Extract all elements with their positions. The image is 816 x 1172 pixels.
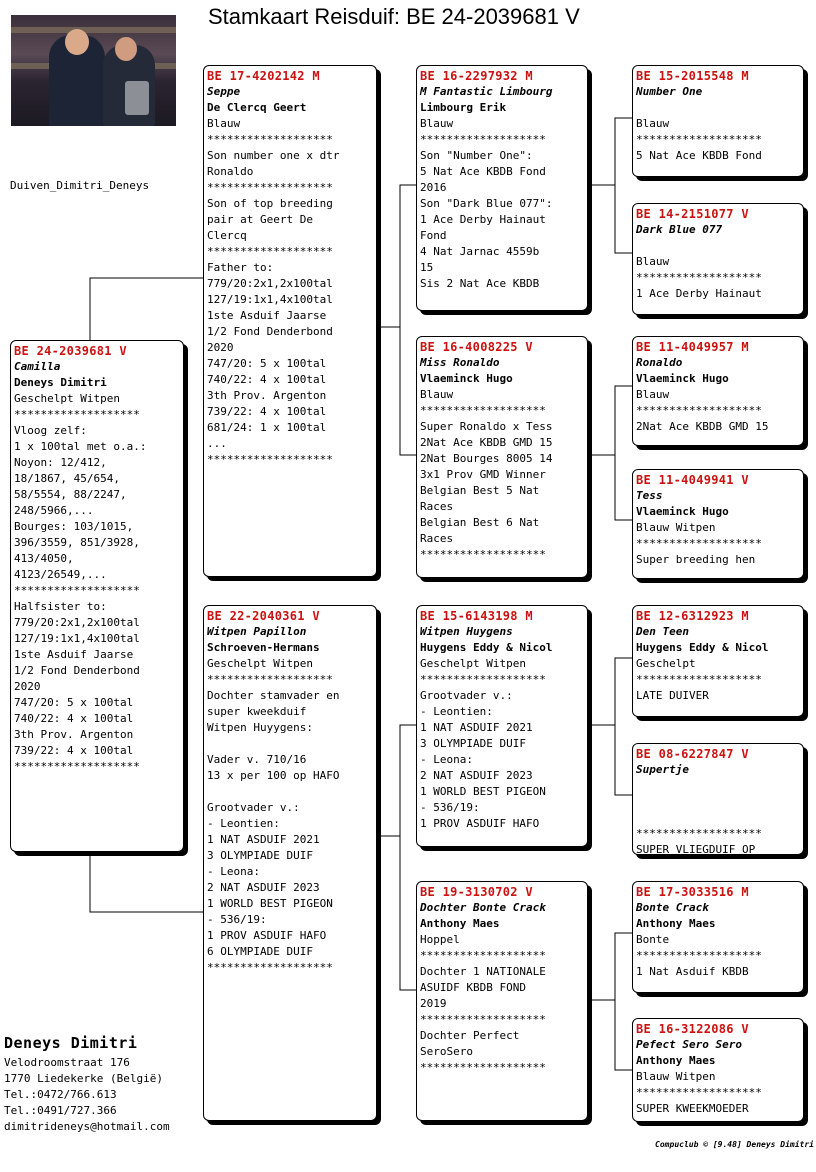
owner-phone: Tel.:0491/727.366 xyxy=(4,1104,117,1117)
pedigree-card-ff-mother[interactable] xyxy=(632,203,804,315)
note-line: Bonte xyxy=(636,933,670,946)
note-line: ******************* xyxy=(636,949,762,962)
card-notes xyxy=(636,794,803,858)
pigeon-name: Dochter Bonte Crack xyxy=(420,901,546,914)
note-line: Dochter Perfect xyxy=(420,1029,520,1042)
note-line: 1 NAT ASDUIF 2021 xyxy=(420,721,533,734)
note-line: Blauw xyxy=(420,117,454,130)
note-line: 681/24: 1 x 100tal xyxy=(207,421,327,434)
ring-number: BE 17-4202142 M xyxy=(207,69,320,83)
pigeon-name: Witpen Papillon xyxy=(207,625,307,638)
note-line: ... xyxy=(207,437,227,450)
note-line: 248/5966,... xyxy=(14,504,94,517)
note-line: SeroSero xyxy=(420,1045,473,1058)
note-line: 2020 xyxy=(14,680,41,693)
note-line: 5 Nat Ace KBDB Fond xyxy=(420,165,546,178)
owner-name: Deneys Dimitri xyxy=(4,1034,138,1052)
pedigree-card-mother-mother[interactable] xyxy=(416,881,588,1121)
note-line: 739/22: 4 x 100tal xyxy=(14,744,134,757)
note-line: Blauw xyxy=(636,255,670,268)
ring-number: BE 17-3033516 M xyxy=(636,885,749,899)
breeder-name: Huygens Eddy & Nicol xyxy=(420,641,553,654)
pigeon-name: Camilla xyxy=(14,360,61,373)
note-line: ******************* xyxy=(636,1086,762,1099)
card-notes xyxy=(636,116,803,164)
loft-name: Duiven_Dimitri_Deneys xyxy=(10,179,150,192)
note-line: 1ste Asduif Jaarse xyxy=(14,648,134,661)
breeder-name: Anthony Maes xyxy=(636,1054,716,1067)
note-line: 2Nat Ace KBDB GMD 15 xyxy=(420,436,553,449)
owner-address-line: 1770 Liedekerke (België) xyxy=(4,1072,163,1085)
note-line: 739/22: 4 x 100tal xyxy=(207,405,327,418)
note-line: 1 PROV ASDUIF HAFO xyxy=(207,929,327,942)
note-line: 3x1 Prov GMD Winner xyxy=(420,468,546,481)
note-line: 1 NAT ASDUIF 2021 xyxy=(207,833,320,846)
ring-number: BE 15-6143198 M xyxy=(420,609,533,623)
pigeon-name: Den Teen xyxy=(636,625,689,638)
note-line: 740/22: 4 x 100tal xyxy=(14,712,134,725)
pigeon-name: Pefect Sero Sero xyxy=(636,1038,742,1051)
pedigree-card-father-mother[interactable] xyxy=(416,336,588,578)
note-line: ******************* xyxy=(636,133,762,146)
note-line: Geschelpt Witpen xyxy=(14,392,120,405)
note-line: Vloog zelf: xyxy=(14,424,87,437)
note-line: 1 PROV ASDUIF HAFO xyxy=(420,817,540,830)
software-credit: Compuclub © [9.48] Deneys Dimitri xyxy=(655,1140,814,1149)
note-line: Vader v. 710/16 xyxy=(207,753,307,766)
note-line: 2Nat Bourges 8005 14 xyxy=(420,452,553,465)
pedigree-card-mm-father[interactable] xyxy=(632,881,804,993)
note-line xyxy=(636,794,803,810)
breeder-name: De Clercq Geert xyxy=(207,101,307,114)
note-line: 2019 xyxy=(420,997,447,1010)
note-line: Geschelpt Witpen xyxy=(207,657,313,670)
pigeon-name: Number One xyxy=(636,85,703,98)
note-line: 1 x 100tal met o.a.: xyxy=(14,440,147,453)
pigeon-name: Miss Ronaldo xyxy=(420,356,500,369)
note-line: 3th Prov. Argenton xyxy=(14,728,134,741)
ring-number: BE 11-4049957 M xyxy=(636,340,749,354)
note-line: ASUIDF KBDB FOND xyxy=(420,981,526,994)
note-line: - Leona: xyxy=(420,753,473,766)
note-line: ******************* xyxy=(207,181,333,194)
pedigree-card-father[interactable] xyxy=(203,65,377,577)
note-line: 13 x per 100 op HAFO xyxy=(207,769,340,782)
note-line: 396/3559, 851/3928, xyxy=(14,536,140,549)
note-line: 127/19:1x1,4x100tal xyxy=(14,632,140,645)
owner-email[interactable]: dimitrideneys@hotmail.com xyxy=(4,1120,170,1133)
note-line: 1/2 Fond Denderbond xyxy=(14,664,140,677)
ring-number: BE 16-2297932 M xyxy=(420,69,533,83)
note-line: Bourges: 103/1015, xyxy=(14,520,134,533)
note-line: 4 Nat Jarnac 4559b xyxy=(420,245,540,258)
ring-number: BE 15-2015548 M xyxy=(636,69,749,83)
note-line: 3 OLYMPIADE DUIF xyxy=(420,737,526,750)
card-notes xyxy=(636,387,803,435)
note-line: - 536/19: xyxy=(207,913,267,926)
note-line: 5 Nat Ace KBDB Fond xyxy=(636,149,762,162)
note-line: ******************* xyxy=(636,271,762,284)
ring-number: BE 16-3122086 V xyxy=(636,1022,749,1036)
ring-number: BE 22-2040361 V xyxy=(207,609,320,623)
note-line: Blauw Witpen xyxy=(636,1070,716,1083)
note-line: Father to: xyxy=(207,261,274,274)
note-line: Races xyxy=(420,532,454,545)
breeder-name xyxy=(636,100,803,116)
note-line: 779/20:2x1,2x100tal xyxy=(14,616,140,629)
card-notes xyxy=(207,656,376,976)
note-line: Belgian Best 5 Nat xyxy=(420,484,540,497)
note-line: ******************* xyxy=(420,548,546,561)
note-line: 1/2 Fond Denderbond xyxy=(207,325,333,338)
breeder-name: Vlaeminck Hugo xyxy=(636,505,729,518)
note-line: pair at Geert De xyxy=(207,213,313,226)
note-line: Super Ronaldo x Tess xyxy=(420,420,553,433)
note-line: Son "Dark Blue 077": xyxy=(420,197,553,210)
note-line: Ronaldo xyxy=(207,165,254,178)
note-line: Blauw Witpen xyxy=(636,521,716,534)
pedigree-card-mother-father[interactable] xyxy=(416,605,588,847)
note-line: ******************* xyxy=(14,584,140,597)
note-line: Grootvader v.: xyxy=(207,801,300,814)
ring-number: BE 16-4008225 V xyxy=(420,340,533,354)
note-line: - 536/19: xyxy=(420,801,480,814)
card-notes xyxy=(420,116,587,292)
card-notes xyxy=(636,1069,803,1117)
note-line: Dochter 1 NATIONALE xyxy=(420,965,546,978)
note-line: ******************* xyxy=(207,245,333,258)
card-notes xyxy=(420,387,587,563)
note-line: 15 xyxy=(420,261,434,274)
note-line: 2016 xyxy=(420,181,447,194)
note-line: Blauw xyxy=(636,117,670,130)
note-line: 1ste Asduif Jaarse xyxy=(207,309,327,322)
note-line: SUPER KWEEKMOEDER xyxy=(636,1102,749,1115)
note-line: - Leona: xyxy=(207,865,260,878)
note-line: 1 WORLD BEST PIGEON xyxy=(207,897,333,910)
note-line xyxy=(207,736,376,752)
note-line: 2Nat Ace KBDB GMD 15 xyxy=(636,420,769,433)
card-notes xyxy=(14,391,183,775)
note-line: 1 Ace Derby Hainaut xyxy=(420,213,546,226)
owner-address-line: Velodroomstraat 176 xyxy=(4,1056,130,1069)
note-line: 747/20: 5 x 100tal xyxy=(14,696,134,709)
note-line: 3th Prov. Argenton xyxy=(207,389,327,402)
pigeon-name: Supertje xyxy=(636,763,689,776)
pedigree-card-fm-mother[interactable] xyxy=(632,469,804,579)
note-line xyxy=(207,784,376,800)
owner-phone: Tel.:0472/766.613 xyxy=(4,1088,117,1101)
pigeon-name: Tess xyxy=(636,489,663,502)
note-line xyxy=(636,810,803,826)
breeder-name: Vlaeminck Hugo xyxy=(636,372,729,385)
note-line: ******************* xyxy=(14,408,140,421)
note-line: SUPER VLIEGDUIF OP xyxy=(636,843,756,856)
breeder-name xyxy=(636,778,803,794)
note-line: 2 NAT ASDUIF 2023 xyxy=(420,769,533,782)
note-line: LATE DUIVER xyxy=(636,689,709,702)
note-line: ******************* xyxy=(636,537,762,550)
note-line: Sis 2 Nat Ace KBDB xyxy=(420,277,540,290)
note-line: Halfsister to: xyxy=(14,600,107,613)
note-line: 1 WORLD BEST PIGEON xyxy=(420,785,546,798)
note-line: Belgian Best 6 Nat xyxy=(420,516,540,529)
note-line: Noyon: 12/412, xyxy=(14,456,107,469)
note-line: 413/4050, xyxy=(14,552,74,565)
breeder-name: Anthony Maes xyxy=(636,917,716,930)
pigeon-name: Seppe xyxy=(207,85,241,98)
pedigree-card-subject[interactable] xyxy=(10,340,184,852)
note-line: 2020 xyxy=(207,341,234,354)
breeder-name: Limbourg Erik xyxy=(420,101,507,114)
note-line: ******************* xyxy=(636,827,762,840)
note-line: 4123/26549,... xyxy=(14,568,107,581)
note-line: ******************* xyxy=(420,673,546,686)
note-line: Grootvader v.: xyxy=(420,689,513,702)
pigeon-name: Bonte Crack xyxy=(636,901,709,914)
card-notes xyxy=(636,254,803,302)
note-line: Son of top breeding xyxy=(207,197,333,210)
note-line: 779/20:2x1,2x100tal xyxy=(207,277,333,290)
pedigree-card-mf-mother[interactable] xyxy=(632,743,804,855)
pigeon-name: Witpen Huygens xyxy=(420,625,513,638)
ring-number: BE 11-4049941 V xyxy=(636,473,749,487)
note-line: ******************* xyxy=(636,673,762,686)
note-line: ******************* xyxy=(420,949,546,962)
pedigree-card-father-father[interactable] xyxy=(416,65,588,311)
note-line: Races xyxy=(420,500,454,513)
pedigree-card-mf-father[interactable] xyxy=(632,605,804,717)
card-notes xyxy=(420,932,587,1076)
note-line: 1 Nat Asduif KBDB xyxy=(636,965,749,978)
breeder-name: Schroeven-Hermans xyxy=(207,641,320,654)
note-line: Dochter stamvader en xyxy=(207,689,340,702)
ring-number: BE 24-2039681 V xyxy=(14,344,127,358)
note-line: Witpen Huyygens: xyxy=(207,721,313,734)
note-line: 747/20: 5 x 100tal xyxy=(207,357,327,370)
card-notes xyxy=(207,116,376,468)
pedigree-card-mm-mother[interactable] xyxy=(632,1018,804,1122)
note-line: Fond xyxy=(420,229,447,242)
breeder-name: Anthony Maes xyxy=(420,917,500,930)
note-line: super kweekduif xyxy=(207,705,307,718)
note-line: 2 NAT ASDUIF 2023 xyxy=(207,881,320,894)
note-line: Son "Number One": xyxy=(420,149,533,162)
pigeon-name: M Fantastic Limbourg xyxy=(420,85,553,98)
pedigree-card-fm-father[interactable] xyxy=(632,336,804,446)
note-line: ******************* xyxy=(207,961,333,974)
card-notes xyxy=(636,656,803,704)
note-line: ******************* xyxy=(420,1061,546,1074)
note-line: ******************* xyxy=(420,133,546,146)
note-line: - Leontien: xyxy=(207,817,280,830)
note-line: Geschelpt Witpen xyxy=(420,657,526,670)
pigeon-name: Ronaldo xyxy=(636,356,683,369)
note-line: 1 Ace Derby Hainaut xyxy=(636,287,762,300)
note-line: 127/19:1x1,4x100tal xyxy=(207,293,333,306)
ring-number: BE 14-2151077 V xyxy=(636,207,749,221)
card-notes xyxy=(420,656,587,832)
note-line: 740/22: 4 x 100tal xyxy=(207,373,327,386)
note-line: ******************* xyxy=(207,673,333,686)
note-line: ******************* xyxy=(420,404,546,417)
breeder-name xyxy=(636,238,803,254)
note-line: Super breeding hen xyxy=(636,553,756,566)
note-line: 3 OLYMPIADE DUIF xyxy=(207,849,313,862)
breeder-name: Vlaeminck Hugo xyxy=(420,372,513,385)
pedigree-card-ff-father[interactable] xyxy=(632,65,804,177)
owner-contact xyxy=(4,1035,170,1135)
page-title: Stamkaart Reisduif: BE 24-2039681 V xyxy=(208,4,580,29)
note-line: Hoppel xyxy=(420,933,460,946)
note-line: 58/5554, 88/2247, xyxy=(14,488,127,501)
ring-number: BE 12-6312923 M xyxy=(636,609,749,623)
card-notes xyxy=(636,932,803,980)
pigeon-name: Dark Blue 077 xyxy=(636,223,723,236)
ring-number: BE 19-3130702 V xyxy=(420,885,533,899)
note-line: ******************* xyxy=(420,1013,546,1026)
note-line: Son number one x dtr xyxy=(207,149,340,162)
note-line: ******************* xyxy=(14,760,140,773)
ring-number: BE 08-6227847 V xyxy=(636,747,749,761)
note-line: Clercq xyxy=(207,229,247,242)
breeder-name: Huygens Eddy & Nicol xyxy=(636,641,769,654)
note-line: Blauw xyxy=(636,388,670,401)
note-line: 18/1867, 45/654, xyxy=(14,472,120,485)
note-line: Blauw xyxy=(420,388,454,401)
note-line: ******************* xyxy=(636,404,762,417)
note-line: ******************* xyxy=(207,133,333,146)
note-line: Geschelpt xyxy=(636,657,696,670)
note-line: Blauw xyxy=(207,117,241,130)
note-line: - Leontien: xyxy=(420,705,493,718)
note-line: ******************* xyxy=(207,453,333,466)
pedigree-card-mother[interactable] xyxy=(203,605,377,1121)
breeder-name: Deneys Dimitri xyxy=(14,376,107,389)
card-notes xyxy=(636,520,803,568)
note-line: 6 OLYMPIADE DUIF xyxy=(207,945,313,958)
